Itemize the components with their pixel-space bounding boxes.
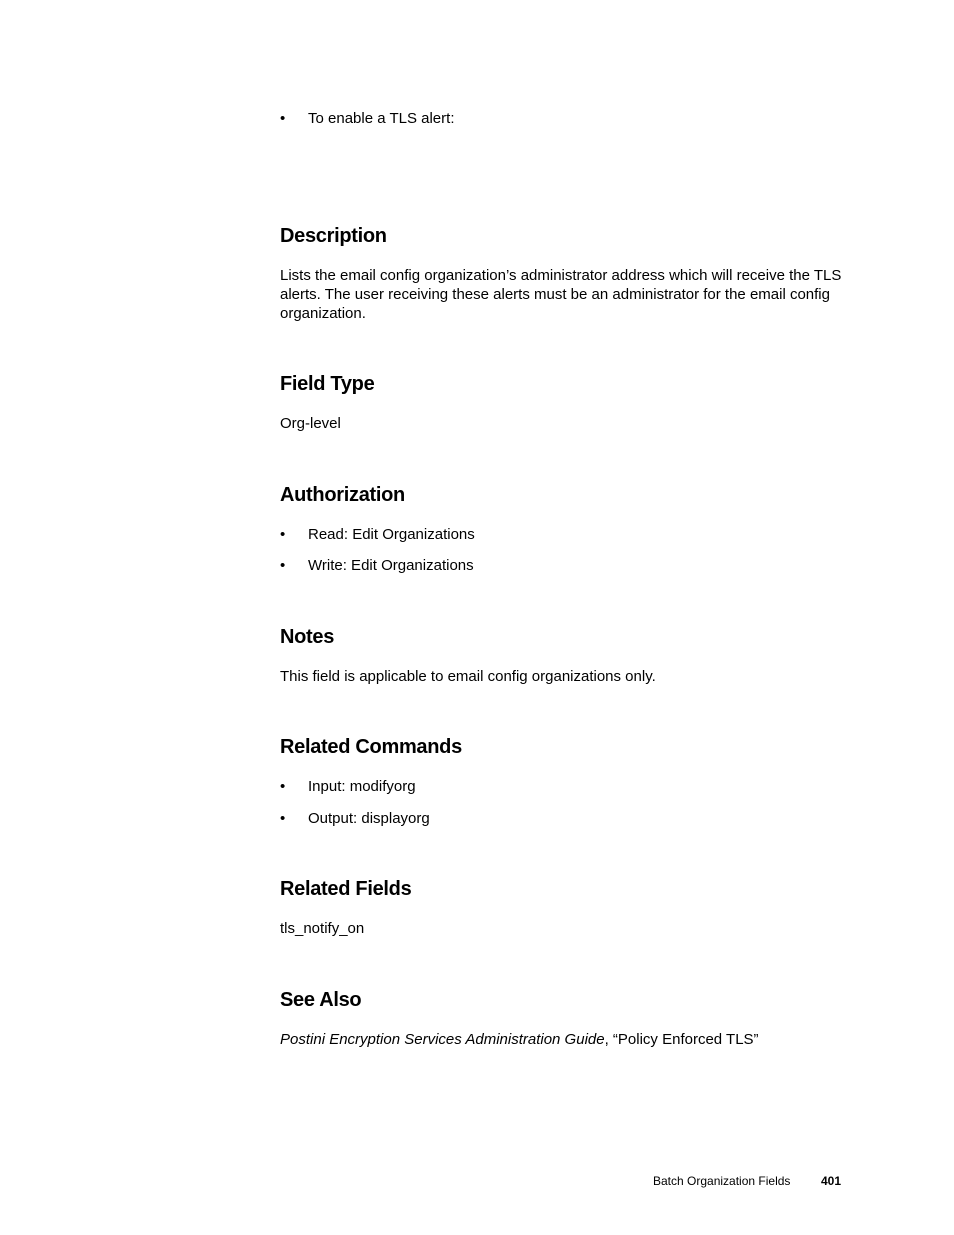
authorization-item-text: Write: Edit Organizations [308,557,474,574]
related-command-text: Input: modifyorg [308,778,416,795]
related-command-input [280,777,416,796]
bullet-glyph: • [280,110,286,127]
authorization-heading: Authorization [280,484,405,506]
intro-bullet-item [280,109,454,128]
guide-title: Postini Encryption Services Administration Guide [280,1031,605,1048]
authorization-item-write [280,556,474,575]
field-type-heading: Field Type [280,373,375,395]
field-type-text: Org-level [280,415,341,432]
see-also-text [280,1030,850,1049]
guide-reference: , “Policy Enforced TLS” [604,1031,759,1048]
authorization-item-text: Read: Edit Organizations [308,526,475,543]
page-number: 401 [821,1174,842,1188]
description-text: Lists the email config organization’s administrator address which will receive the TLS alerts. The user receiving these alerts must be an administrator for the email config organization. [280,267,842,322]
notes-heading: Notes [280,626,335,648]
related-fields-heading: Related Fields [280,878,412,900]
see-also-heading: See Also [280,989,362,1011]
authorization-item-read [280,525,475,544]
related-commands-heading: Related Commands [280,736,462,758]
related-command-text: Output: displayorg [308,810,430,827]
notes-text: This field is applicable to email config organizations only. [280,668,656,685]
description-heading: Description [280,225,387,247]
bullet-glyph: • [280,810,286,827]
bullet-glyph: • [280,526,286,543]
related-command-output [280,809,430,828]
bullet-glyph: • [280,778,286,795]
footer-title: Batch Organization Fields [653,1174,791,1188]
intro-bullet-text: To enable a TLS alert: [308,110,455,127]
related-fields-text: tls_notify_on [280,920,365,937]
bullet-glyph: • [280,557,286,574]
